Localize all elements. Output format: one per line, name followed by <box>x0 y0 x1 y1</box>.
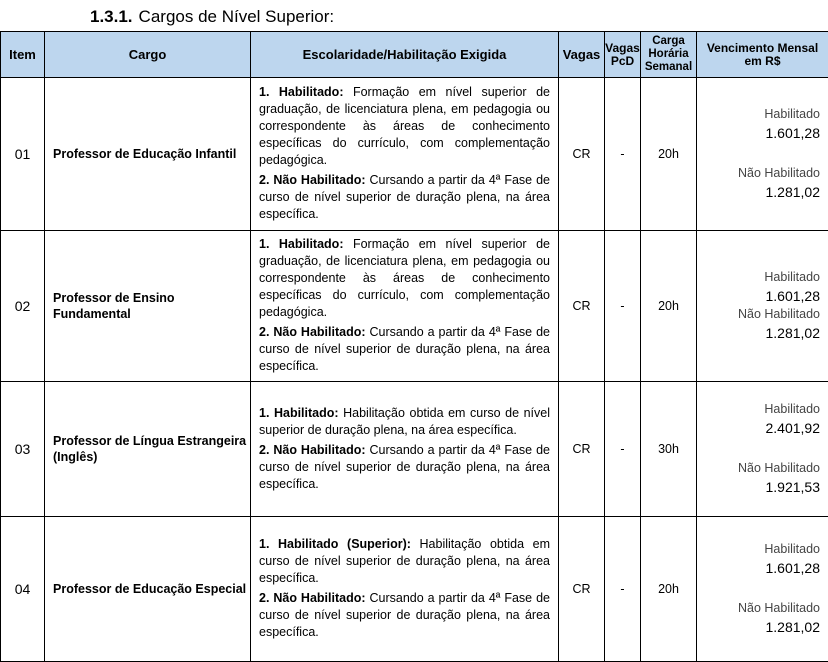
row-cargo: Professor de Educação Especial <box>45 517 251 662</box>
row-vagas-pcd: - <box>605 78 641 231</box>
nao-habilitado-label: 2. Não Habilitado: <box>259 173 366 187</box>
row-carga: 30h <box>641 382 697 517</box>
row-vagas: CR <box>559 78 605 231</box>
venc-habilitado-value: 1.601,28 <box>697 123 820 143</box>
nao-habilitado-text: Cursando a partir da 4ª Fase de curso de nível superior de duração plena, na área específica. <box>259 443 550 491</box>
habilitado-label: 1. Habilitado (Superior): <box>259 537 411 551</box>
habilitado-label: 1. Habilitado: <box>259 237 343 251</box>
row-item: 01 <box>1 78 45 231</box>
section-heading <box>90 5 334 29</box>
row-escolaridade <box>251 517 559 662</box>
header-vagas-pcd: Vagas PcD <box>605 32 641 78</box>
table-row <box>1 382 828 517</box>
venc-nao-habilitado-label: Não Habilitado <box>697 460 820 477</box>
venc-habilitado-label: Habilitado <box>697 401 820 418</box>
habilitado-label: 1. Habilitado: <box>259 85 343 99</box>
venc-nao-habilitado-label: Não Habilitado <box>697 165 820 182</box>
table-row <box>1 517 828 662</box>
nao-habilitado-label: 2. Não Habilitado: <box>259 591 366 605</box>
nao-habilitado-text: Cursando a partir da 4ª Fase de curso de nível superior de duração plena, na área específica. <box>259 591 550 639</box>
habilitado-label: 1. Habilitado: <box>259 406 339 420</box>
row-cargo: Professor de Ensino Fundamental <box>45 231 251 382</box>
venc-habilitado-label: Habilitado <box>697 541 820 558</box>
header-escolaridade: Escolaridade/Habilitação Exigida <box>251 32 559 78</box>
section-number: 1.3.1. <box>90 7 133 26</box>
row-vagas-pcd: - <box>605 517 641 662</box>
nao-habilitado-label: 2. Não Habilitado: <box>259 443 366 457</box>
row-item: 02 <box>1 231 45 382</box>
row-vagas: CR <box>559 382 605 517</box>
row-escolaridade <box>251 78 559 231</box>
venc-habilitado-value: 1.601,28 <box>697 286 820 306</box>
row-carga: 20h <box>641 517 697 662</box>
header-item: Item <box>1 32 45 78</box>
row-carga: 20h <box>641 231 697 382</box>
header-cargo: Cargo <box>45 32 251 78</box>
row-vagas-pcd: - <box>605 382 641 517</box>
table-row <box>1 78 828 231</box>
row-vagas: CR <box>559 517 605 662</box>
row-carga: 20h <box>641 78 697 231</box>
venc-habilitado-value: 1.601,28 <box>697 558 820 578</box>
venc-nao-habilitado-label: Não Habilitado <box>697 600 820 617</box>
habilitado-text: Formação em nível superior de graduação, de licenciatura plena, em pedagogia ou correspondente às áreas de conhecimento específicas do currículo, com complementação pedagógica. <box>259 85 550 167</box>
habilitado-text: Habilitação obtida em curso de nível superior de duração plena, na área específica. <box>259 537 550 585</box>
venc-nao-habilitado-value: 1.281,02 <box>697 323 820 343</box>
row-vencimento <box>697 382 828 517</box>
row-vagas: CR <box>559 231 605 382</box>
table-row <box>1 231 828 382</box>
row-vencimento <box>697 231 828 382</box>
nao-habilitado-text: Cursando a partir da 4ª Fase de curso de nível superior de duração plena, na área específica. <box>259 325 550 373</box>
venc-habilitado-label: Habilitado <box>697 269 820 286</box>
table-header-row <box>1 32 828 78</box>
header-carga-horaria: Carga Horária Semanal <box>641 32 697 78</box>
venc-nao-habilitado-value: 1.281,02 <box>697 182 820 202</box>
venc-nao-habilitado-label: Não Habilitado <box>697 306 820 323</box>
row-vagas-pcd: - <box>605 231 641 382</box>
row-cargo: Professor de Educação Infantil <box>45 78 251 231</box>
header-vagas: Vagas <box>559 32 605 78</box>
positions-table <box>0 31 828 662</box>
venc-habilitado-value: 2.401,92 <box>697 418 820 438</box>
venc-habilitado-label: Habilitado <box>697 106 820 123</box>
row-vencimento <box>697 78 828 231</box>
row-item: 04 <box>1 517 45 662</box>
row-cargo: Professor de Língua Estrangeira (Inglês) <box>45 382 251 517</box>
nao-habilitado-label: 2. Não Habilitado: <box>259 325 366 339</box>
habilitado-text: Habilitação obtida em curso de nível superior de duração plena, na área específica. <box>259 406 550 437</box>
row-escolaridade <box>251 382 559 517</box>
venc-nao-habilitado-value: 1.281,02 <box>697 617 820 637</box>
row-vencimento <box>697 517 828 662</box>
venc-nao-habilitado-value: 1.921,53 <box>697 477 820 497</box>
habilitado-text: Formação em nível superior de graduação, de licenciatura plena, em pedagogia ou correspondente às áreas de conhecimento específicas do currículo, com complementação pedagógica. <box>259 237 550 319</box>
row-item: 03 <box>1 382 45 517</box>
section-title: Cargos de Nível Superior: <box>139 7 335 26</box>
nao-habilitado-text: Cursando a partir da 4ª Fase de curso de nível superior de duração plena, na área específica. <box>259 173 550 221</box>
header-vencimento: Vencimento Mensal em R$ <box>697 32 828 78</box>
row-escolaridade <box>251 231 559 382</box>
